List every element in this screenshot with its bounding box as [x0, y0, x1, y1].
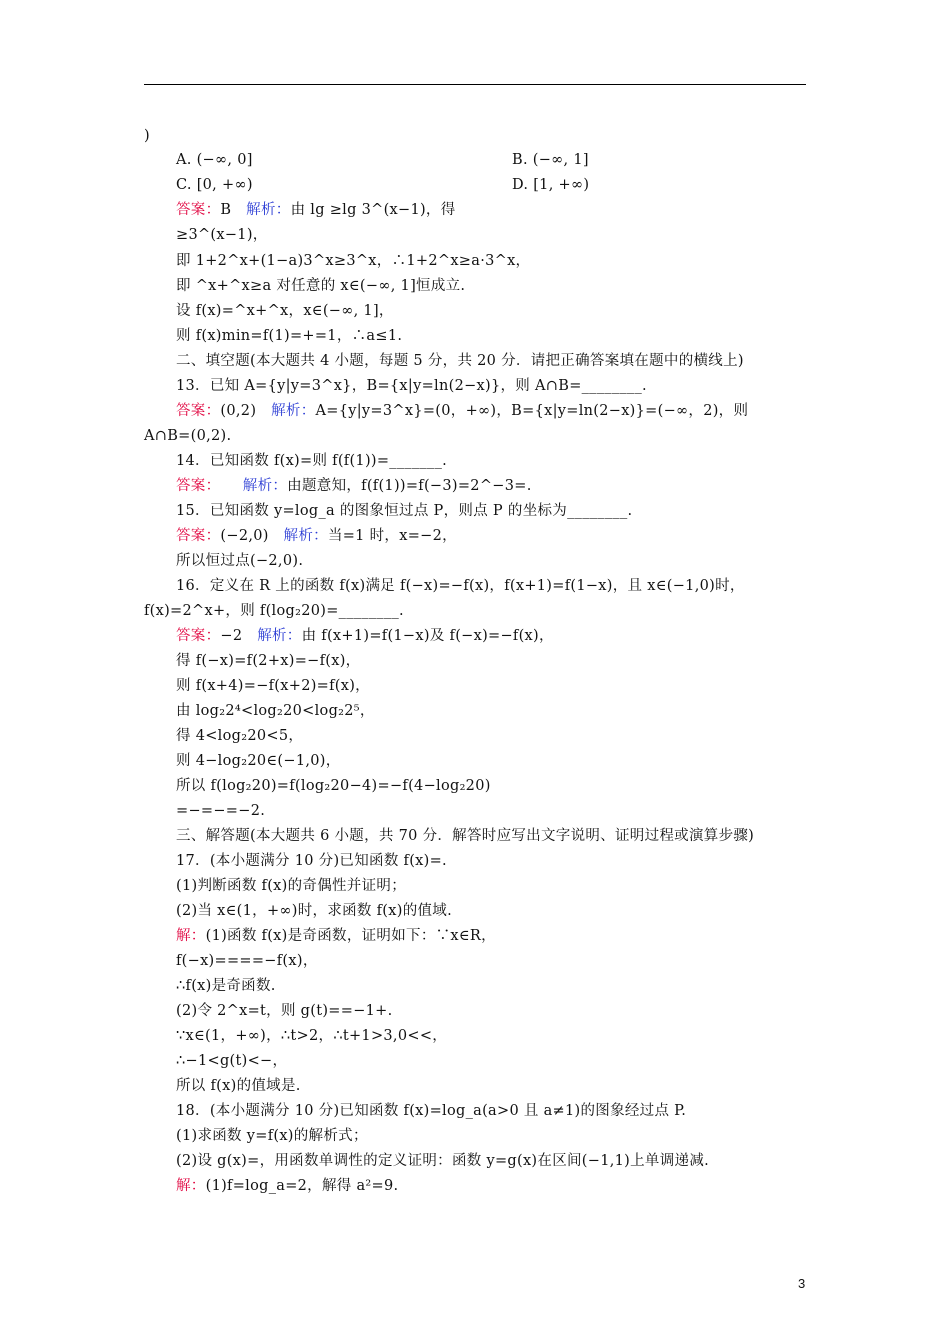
text-line: 所以 f(log₂20)=f(log₂20−4)=−f(4−log₂20): [176, 778, 491, 794]
text-line: ∴f(x)是奇函数.: [176, 978, 276, 994]
answer-label: 答案：: [176, 202, 221, 218]
text-run: A={y|y=3^x}=(0，+∞)，B={x|y=ln(2−x)}=(−∞，2)，则: [315, 403, 749, 419]
text-line: [176, 399, 748, 424]
analysis-label: 解析：: [246, 202, 291, 218]
text-run: −2: [220, 628, 258, 644]
text-line: 17．(本小题满分 10 分)已知函数 f(x)=.: [176, 853, 447, 869]
answer-label: 解：: [176, 928, 206, 944]
text-line: 二、填空题(本大题共 4 小题，每题 5 分，共 20 分．请把正确答案填在题中的横线上): [176, 353, 744, 369]
answer-label: 答案：: [176, 528, 221, 544]
text-line: (1)求函数 y=f(x)的解析式；: [176, 1128, 368, 1144]
text-line: 18．(本小题满分 10 分)已知函数 f(x)=log_a(a>0 且 a≠1)的图象经过点 P.: [176, 1103, 687, 1119]
analysis-label: 解析：: [242, 478, 288, 494]
text-line: 设 f(x)=^x+^x，x∈(−∞, 1]，: [176, 303, 394, 319]
text-run: B: [220, 202, 247, 218]
option-choice: D. [1, +∞): [512, 177, 590, 193]
answer-label: 解：: [176, 1178, 206, 1194]
answer-label: 答案：: [176, 478, 214, 494]
option-choice: A. (−∞, 0]: [176, 152, 253, 168]
text-line: (1)判断函数 f(x)的奇偶性并证明；: [176, 878, 407, 894]
text-line: 则 f(x)min=f(1)=+=1，∴a≤1.: [176, 328, 403, 344]
text-line: 13．已知 A={y|y=3^x}，B={x|y=ln(2−x)}，则 A∩B=________.: [176, 378, 647, 394]
text-line: 16．定义在 R 上的函数 f(x)满足 f(−x)=−f(x)，f(x+1)=f(1−x)，且 x∈(−1,0)时，: [176, 578, 745, 594]
text-run: (0,2): [220, 403, 272, 419]
text-line: (2)设 g(x)=，用函数单调性的定义证明：函数 y=g(x)在区间(−1,1)上单调递减.: [176, 1153, 710, 1169]
text-line: 即 ^x+^x≥a 对任意的 x∈(−∞, 1]恒成立.: [176, 278, 466, 294]
text-line: 15．已知函数 y=log_a 的图象恒过点 P，则点 P 的坐标为________.: [176, 503, 633, 519]
answer-label: 答案：: [176, 628, 221, 644]
text-line: 即 1+2^x+(1−a)3^x≥3^x，∴1+2^x≥a·3^x，: [176, 253, 531, 269]
analysis-label: 解析：: [271, 403, 316, 419]
text-line: ): [144, 128, 150, 144]
text-line: 则 4−log₂20∈(−1,0)，: [176, 753, 341, 769]
text-line: f(x)=2^x+，则 f(log₂20)=________.: [144, 603, 404, 619]
text-line: 三、解答题(本大题共 6 小题，共 70 分．解答时应写出文字说明、证明过程或演算步骤): [176, 828, 755, 844]
text-line: [176, 524, 457, 549]
text-run: 由 lg ≥lg 3^(x−1)，得: [290, 202, 456, 218]
text-line: ∴−1<g(t)<−，: [176, 1053, 288, 1069]
text-line: [176, 198, 456, 223]
option-choice: B. (−∞, 1]: [512, 152, 589, 168]
text-line: (2)令 2^x=t，则 g(t)==−1+.: [176, 1003, 393, 1019]
text-run: 由 f(x+1)=f(1−x)及 f(−x)=−f(x)，: [301, 628, 554, 644]
analysis-label: 解析：: [283, 528, 328, 544]
text-line: [176, 1174, 398, 1199]
header-rule: [144, 84, 806, 85]
text-line: ∵x∈(1，+∞)，∴t>2，∴t+1>3,0<<，: [176, 1028, 448, 1044]
text-line: [176, 474, 532, 499]
text-run: (1)f=log_a=2，解得 a²=9.: [205, 1178, 399, 1194]
text-run: (1)函数 f(x)是奇函数，证明如下：∵x∈R，: [205, 928, 496, 944]
text-line: (2)当 x∈(1，+∞)时，求函数 f(x)的值域.: [176, 903, 453, 919]
text-line: [176, 624, 554, 649]
text-line: 则 f(x+4)=−f(x+2)=f(x)，: [176, 678, 370, 694]
text-run: 由题意知，f(f(1))=f(−3)=2^−3=.: [287, 478, 532, 494]
text-line: [176, 924, 496, 949]
answer-label: 答案：: [176, 403, 221, 419]
text-line: A∩B=(0,2).: [144, 428, 232, 444]
page-number: 3: [798, 1276, 806, 1291]
text-line: 所以 f(x)的值域是.: [176, 1078, 301, 1094]
text-line: f(−x)====−f(x)，: [176, 953, 318, 969]
text-run: [213, 478, 243, 494]
text-line: ≥3^(x−1)，: [176, 227, 268, 243]
text-line: =−=−=−2.: [176, 803, 266, 819]
analysis-label: 解析：: [257, 628, 302, 644]
text-run: 当=1 时，x=−2，: [327, 528, 457, 544]
text-line: 得 f(−x)=f(2+x)=−f(x)，: [176, 653, 361, 669]
text-line: 14．已知函数 f(x)=则 f(f(1))=_______.: [176, 453, 448, 469]
text-line: 所以恒过点(−2,0).: [176, 553, 304, 569]
option-choice: C. [0, +∞): [176, 177, 253, 193]
text-line: 由 log₂2⁴<log₂20<log₂2⁵，: [176, 703, 375, 719]
text-run: (−2,0): [220, 528, 284, 544]
text-line: 得 4<log₂20<5，: [176, 728, 304, 744]
